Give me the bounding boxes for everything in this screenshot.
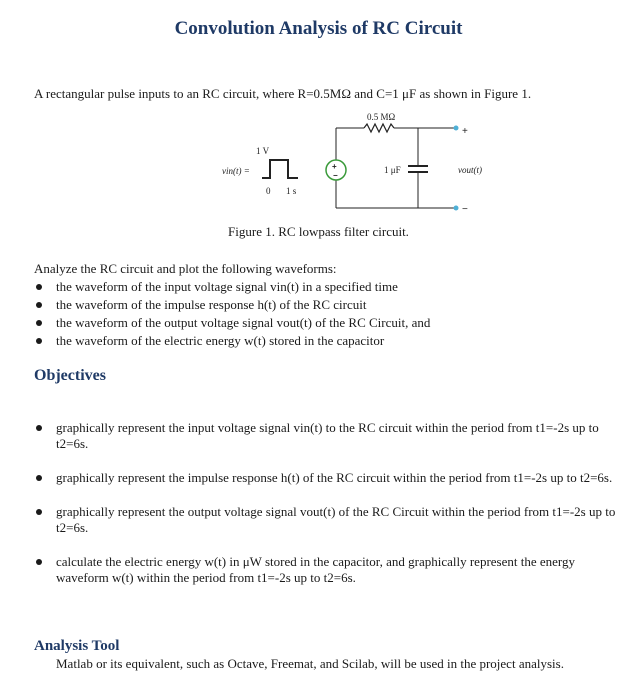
source-minus-sign: −: [333, 171, 338, 180]
list-item: the waveform of the impulse response h(t) of the RC circuit: [34, 296, 624, 314]
pulse-t0-label: 0: [266, 186, 271, 196]
output-terminal-bottom: [454, 206, 459, 211]
output-plus-sign: +: [462, 126, 468, 137]
figure-caption: Figure 1. RC lowpass filter circuit.: [228, 224, 409, 239]
vin-label: vin(t) =: [222, 166, 250, 176]
page-title: Convolution Analysis of RC Circuit: [174, 18, 463, 39]
analyze-intro: Analyze the RC circuit and plot the following waveforms:: [34, 261, 337, 276]
resistor-label: 0.5 MΩ: [367, 112, 396, 122]
analyze-list: [34, 278, 624, 350]
pulse-waveform: [262, 160, 298, 178]
objectives-list: [34, 420, 628, 604]
output-terminal-top: [454, 126, 459, 131]
list-item: the waveform of the electric energy w(t) stored in the capacitor: [34, 332, 624, 350]
objectives-heading: Objectives: [34, 367, 106, 384]
output-minus-sign: −: [462, 204, 468, 215]
vout-label: vout(t): [458, 165, 482, 175]
pulse-amplitude-label: 1 V: [256, 146, 270, 156]
source-plus-sign: +: [332, 162, 337, 171]
list-item: calculate the electric energy w(t) in μW stored in the capacitor, and graphically represent the energy waveform w(t) within the period from t1=-2s up to t2=6s.: [34, 554, 628, 586]
intro-paragraph: A rectangular pulse inputs to an RC circuit, where R=0.5MΩ and C=1 μF as shown in Figure 1.: [34, 86, 532, 101]
list-item: graphically represent the input voltage signal vin(t) to the RC circuit within the period from t1=-2s up to t2=6s.: [34, 420, 628, 452]
pulse-t1-label: 1 s: [286, 186, 297, 196]
resistor-icon: [364, 124, 394, 132]
analysis-tool-heading: Analysis Tool: [34, 638, 120, 654]
list-item: the waveform of the input voltage signal vin(t) in a specified time: [34, 278, 624, 296]
list-item: graphically represent the output voltage signal vout(t) of the RC Circuit within the period from t1=-2s up to t2=6s.: [34, 504, 628, 536]
list-item: the waveform of the output voltage signal vout(t) of the RC Circuit, and: [34, 314, 624, 332]
capacitor-label: 1 μF: [384, 165, 401, 175]
analysis-tool-text: Matlab or its equivalent, such as Octave, Freemat, and Scilab, will be used in the project analysis.: [56, 656, 564, 671]
analyze-section: [34, 260, 624, 350]
rc-circuit-figure: [0, 112, 637, 222]
list-item: graphically represent the impulse response h(t) of the RC circuit within the period from t1=-2s up to t2=6s.: [34, 470, 628, 486]
